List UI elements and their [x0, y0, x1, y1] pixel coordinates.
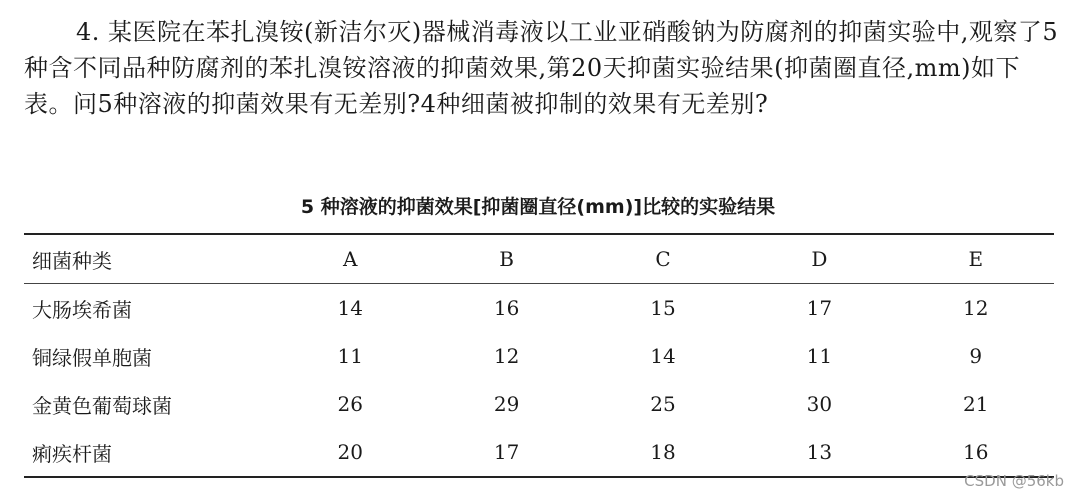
cell-value: 11: [806, 344, 833, 368]
header-col-c: C: [655, 247, 671, 271]
header-col-a: A: [342, 247, 358, 271]
cell-value: 14: [650, 344, 676, 368]
cell-value: 9: [969, 344, 983, 368]
cell-value: 17: [806, 296, 833, 320]
header-bacteria-type: 细菌种类: [32, 248, 112, 273]
header-col-d: D: [811, 247, 828, 271]
cell-value: 16: [493, 296, 520, 320]
row-label: 大肠埃希菌: [32, 297, 132, 322]
table-row: [24, 428, 1054, 477]
cell-value: 11: [337, 344, 363, 368]
cell-value: 13: [806, 440, 833, 464]
watermark: CSDN @56kb: [964, 472, 1064, 490]
problem-text: 4. 某医院在苯扎溴铵(新洁尔灭)器械消毒液以工业亚硝酸钠为防腐剂的抑菌实验中,观察了5种含不同品种防腐剂的苯扎溴铵溶液的抑菌效果,第20天抑菌实验结果(抑菌圈直径,mm)如下表。问5种溶液的抑菌效果有无差别?4种细菌被抑制的效果有无差别?: [24, 18, 1059, 118]
cell-value: 12: [493, 344, 520, 368]
table-row: [24, 332, 1054, 380]
header-col-e: E: [968, 247, 984, 271]
row-label: 金黄色葡萄球菌: [32, 393, 172, 418]
results-table: [24, 233, 1054, 478]
cell-value: 29: [493, 392, 520, 416]
table-title: 5 种溶液的抑菌效果[抑菌圈直径(mm)]比较的实验结果: [300, 196, 776, 218]
cell-value: 12: [963, 296, 989, 320]
cell-value: 21: [963, 392, 989, 416]
table-row: [24, 284, 1054, 333]
cell-value: 30: [806, 392, 833, 416]
cell-value: 15: [650, 296, 676, 320]
cell-value: 16: [963, 440, 989, 464]
cell-value: 25: [650, 392, 676, 416]
row-label: 痢疾杆菌: [32, 441, 112, 466]
cell-value: 18: [650, 440, 676, 464]
cell-value: 14: [337, 296, 363, 320]
row-label: 铜绿假单胞菌: [32, 345, 152, 370]
header-col-b: B: [499, 247, 514, 271]
cell-value: 17: [493, 440, 520, 464]
cell-value: 20: [337, 440, 363, 464]
table-header-row: [24, 234, 1054, 284]
cell-value: 26: [337, 392, 363, 416]
table-row: [24, 380, 1054, 428]
